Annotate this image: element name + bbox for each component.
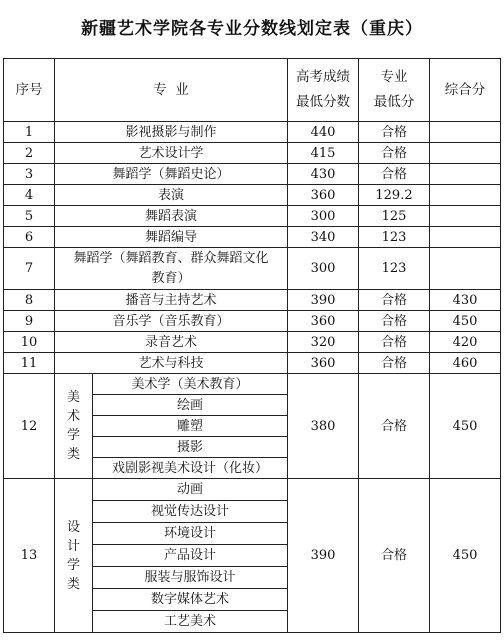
cell-total: 460 (430, 353, 501, 374)
cell-gaokao: 360 (288, 353, 359, 374)
cell-total: 450 (430, 311, 501, 332)
cell-seq: 6 (4, 227, 55, 248)
cell-gaokao: 415 (288, 143, 359, 164)
cell-seq: 1 (4, 122, 55, 143)
table-row (4, 290, 501, 311)
cell-gaokao: 380 (288, 374, 359, 479)
cell-pro: 合格 (359, 290, 430, 311)
header-pro-line2: 最低分 (373, 94, 415, 110)
cell-major: 雕塑 (93, 416, 288, 437)
table-row (4, 206, 501, 227)
category-char: 术 (66, 409, 80, 424)
cell-major: 舞蹈编导 (55, 227, 288, 248)
table-row (4, 332, 501, 353)
cell-total (430, 248, 501, 290)
cell-gaokao: 320 (288, 332, 359, 353)
cell-total (430, 143, 501, 164)
cell-gaokao: 300 (288, 248, 359, 290)
cell-seq: 3 (4, 164, 55, 185)
cell-category (55, 374, 93, 479)
cell-major: 影视摄影与制作 (55, 122, 288, 143)
category-char: 设 (66, 519, 80, 535)
cell-seq: 5 (4, 206, 55, 227)
cell-major: 产品设计 (93, 545, 288, 567)
header-seq: 序号 (4, 59, 55, 122)
cell-major: 动画 (93, 479, 288, 501)
cell-gaokao: 300 (288, 206, 359, 227)
cell-total (430, 164, 501, 185)
header-gaokao (288, 59, 359, 122)
cell-pro: 合格 (359, 311, 430, 332)
cell-gaokao: 340 (288, 227, 359, 248)
cell-total: 430 (430, 290, 501, 311)
cell-total (430, 227, 501, 248)
category-char: 美 (66, 390, 80, 405)
cell-major: 音乐学（音乐教育） (55, 311, 288, 332)
cell-gaokao: 430 (288, 164, 359, 185)
table-row (4, 227, 501, 248)
cell-pro: 合格 (359, 353, 430, 374)
header-gaokao-line1: 高考成绩 (296, 69, 350, 85)
cell-major: 数字媒体艺术 (93, 589, 288, 611)
cell-gaokao: 360 (288, 311, 359, 332)
cell-gaokao: 360 (288, 185, 359, 206)
cell-total: 450 (430, 479, 501, 633)
cell-pro: 合格 (359, 479, 430, 633)
cell-seq: 9 (4, 311, 55, 332)
cell-major: 服装与服饰设计 (93, 567, 288, 589)
cell-major: 播音与主持艺术 (55, 290, 288, 311)
cell-pro: 123 (359, 227, 430, 248)
cell-total (430, 206, 501, 227)
cell-category (55, 479, 93, 633)
cell-total (430, 122, 501, 143)
cell-seq: 10 (4, 332, 55, 353)
header-row (4, 59, 501, 122)
cell-gaokao: 390 (288, 290, 359, 311)
header-pro-line1: 专业 (380, 69, 408, 85)
cell-pro: 125 (359, 206, 430, 227)
table-row (4, 164, 501, 185)
cell-pro: 合格 (359, 164, 430, 185)
header-major: 专 业 (55, 59, 288, 122)
cell-major: 艺术设计学 (55, 143, 288, 164)
cell-pro: 合格 (359, 332, 430, 353)
category-char: 类 (66, 576, 80, 592)
header-gaokao-line2: 最低分数 (296, 94, 350, 110)
category-char: 学 (66, 557, 80, 573)
cell-seq: 8 (4, 290, 55, 311)
cell-seq: 4 (4, 185, 55, 206)
cell-major: 艺术与科技 (55, 353, 288, 374)
cell-major: 舞蹈表演 (55, 206, 288, 227)
cell-major: 录音艺术 (55, 332, 288, 353)
cell-pro: 123 (359, 248, 430, 290)
cell-pro: 合格 (359, 122, 430, 143)
cell-seq: 2 (4, 143, 55, 164)
cell-gaokao: 390 (288, 479, 359, 633)
header-pro (359, 59, 430, 122)
table-row (4, 311, 501, 332)
document-title: 新疆艺术学院各专业分数线划定表（重庆） (81, 19, 423, 39)
cell-gaokao: 440 (288, 122, 359, 143)
category-char: 计 (66, 538, 80, 554)
cell-seq: 13 (4, 479, 55, 633)
category-char: 学 (66, 428, 80, 443)
table-row (4, 479, 501, 501)
cell-major: 舞蹈学（舞蹈史论） (55, 164, 288, 185)
cell-major: 戏剧影视美术设计（化妆） (93, 458, 288, 479)
cell-major: 摄影 (93, 437, 288, 458)
cell-major: 舞蹈学（舞蹈教育、群众舞蹈文化教育） (55, 248, 288, 290)
header-total: 综合分 (430, 59, 501, 122)
cell-seq: 7 (4, 248, 55, 290)
cell-major: 视觉传达设计 (93, 501, 288, 523)
cell-pro: 合格 (359, 143, 430, 164)
table-row (4, 143, 501, 164)
cell-major: 绘画 (93, 395, 288, 416)
cell-major: 美术学（美术教育） (93, 374, 288, 395)
table-row (4, 374, 501, 395)
table-row (4, 185, 501, 206)
table-row (4, 353, 501, 374)
table-row (4, 248, 501, 290)
cell-total (430, 185, 501, 206)
cell-seq: 12 (4, 374, 55, 479)
cell-total: 420 (430, 332, 501, 353)
score-table (3, 58, 501, 633)
cell-seq: 11 (4, 353, 55, 374)
cell-major: 表演 (55, 185, 288, 206)
cell-pro: 129.2 (359, 185, 430, 206)
cell-total: 450 (430, 374, 501, 479)
category-char: 类 (66, 447, 80, 462)
table-row (4, 122, 501, 143)
cell-major: 环境设计 (93, 523, 288, 545)
cell-pro: 合格 (359, 374, 430, 479)
cell-major: 工艺美术 (93, 611, 288, 633)
